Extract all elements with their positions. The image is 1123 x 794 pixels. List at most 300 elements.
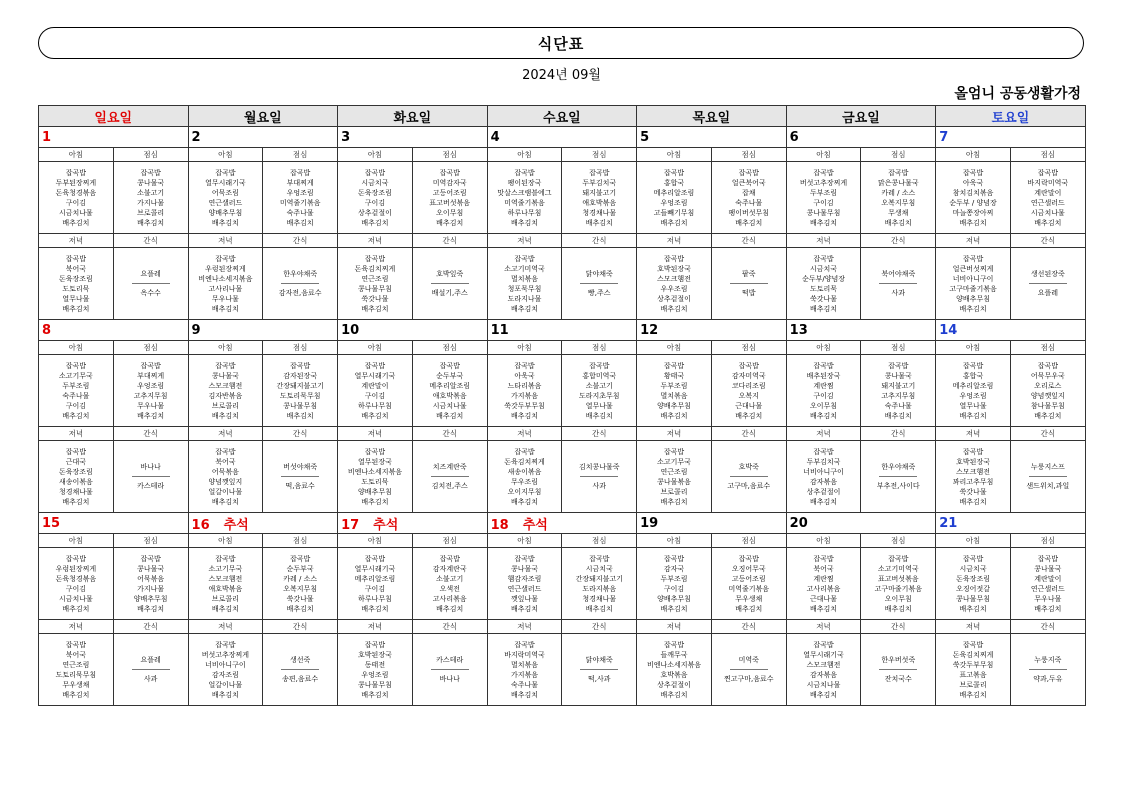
menu-item: 열무시래기국 [205,178,246,187]
menu-item: 잡곡밥 [215,254,236,263]
breakfast-menu [338,355,413,427]
breakfast-label: 아침 [637,534,712,548]
menu-item: 맑은콩나물국 [878,178,919,187]
snack-menu [113,248,188,320]
snack-box [712,441,786,512]
snack-menu [1010,634,1085,706]
dinner-label: 저녁 [936,620,1011,634]
menu-item: 바지락미역국 [1027,178,1069,187]
date-cell [487,320,637,341]
menu-item: 배추김치 [62,497,90,506]
menu-item: 표고버섯볶음 [429,198,470,207]
date-cell [936,320,1086,341]
snack-label: 간식 [1010,427,1085,441]
meal-label-row [39,620,1086,634]
date-cell [487,513,637,534]
snack-item: 요플레 [140,656,161,664]
menu-item: 잡곡밥 [364,254,386,263]
menu-item: 부대찌게 [137,371,165,380]
menu-item: 호박된장국 [956,457,990,466]
menu-item: 북어국 [65,264,87,273]
meal-label-row [39,534,1086,548]
menu-item: 계란말이 [1034,574,1062,583]
menu-item: 비엔나소세지볶음 [198,274,253,283]
snack-item: 요플레 [140,270,161,278]
date-number: 20 [789,515,808,531]
breakfast-label: 아침 [39,341,114,355]
date-row [39,320,1086,341]
snack-menu [113,634,188,706]
menu-item: 우엉조림 [660,198,688,207]
menu-item: 스모크햄전 [208,574,243,583]
date-number: 2 [191,129,201,145]
menu-item: 오징어무국 [731,564,766,573]
menu-item: 고구마줄기볶음 [949,284,997,293]
date-number: 14 [939,322,958,338]
lunch-label: 점심 [412,148,487,162]
snack-item: 호박잎죽 [436,270,464,278]
menu-item: 배추김치 [510,218,538,227]
menu-item: 하루나무침 [358,401,392,410]
menu-item: 잡곡밥 [962,361,984,370]
snack-item: 고구마,음료수 [727,482,771,490]
snack-item: 배설기,주스 [431,289,468,297]
lunch-label: 점심 [562,534,637,548]
breakfast-menu [338,162,413,234]
menu-item: 무생채 [888,208,909,217]
breakfast-menu [637,355,712,427]
snack-box [263,634,337,705]
holiday-label: 추석 [373,517,399,533]
lunch-menu [562,355,637,427]
snack-box [114,441,188,512]
snack-divider [1029,669,1067,670]
menu-item: 두부조림 [62,381,90,390]
menu-item: 잡곡밥 [663,447,685,456]
menu-item: 양배추무침 [657,594,691,603]
lunch-label: 점심 [412,341,487,355]
menu-item: 콩나물무침 [283,401,318,410]
menu-item: 배추김치 [137,218,165,227]
meal-label-row [39,341,1086,355]
menu-item: 배추김치 [1034,411,1062,420]
snack-item: 누룽지스프 [1030,463,1065,471]
menu-item: 돈육김치찌게 [952,650,994,659]
lunch-label: 점심 [711,534,786,548]
snack-label: 간식 [711,620,786,634]
menu-item: 잡곡밥 [1037,168,1058,177]
menu-item: 배추김치 [735,218,763,227]
menu-item: 북어국 [813,564,834,573]
menu-item: 메추리알조림 [952,381,994,390]
snack-box [562,441,636,512]
breakfast-menu [786,355,861,427]
menu-item: 배추김치 [660,497,688,506]
menu-item: 잡곡밥 [65,640,87,649]
menu-item: 연근조림 [361,274,389,283]
menu-item: 잡곡밥 [65,168,87,177]
dinner-menu [487,634,562,706]
menu-item: 콩나물국 [884,371,912,380]
breakfast-label: 아침 [487,341,562,355]
snack-divider [580,283,618,284]
menu-item: 잡곡밥 [140,361,161,370]
menu-item: 연근샐러드 [1030,198,1065,207]
breakfast-menu [188,548,263,620]
lunch-label: 점심 [861,341,936,355]
lunch-menu [711,355,786,427]
date-cell [39,320,189,341]
menu-item: 콩나물무침 [956,594,990,603]
snack-item: 송편,음료수 [282,675,319,683]
weekday-header: 수요일 [487,106,637,127]
snack-item: 바나나 [439,675,460,683]
menu-item: 무우조림 [510,477,538,486]
menu-item: 배추김치 [735,604,763,613]
menu-item: 잡곡밥 [364,640,386,649]
snack-item: 카스테라 [137,482,165,490]
lunch-label: 점심 [113,534,188,548]
snack-menu [263,634,338,706]
menu-item: 잡곡밥 [215,168,236,177]
menu-item: 잡곡밥 [813,168,834,177]
menu-item: 배추김치 [660,304,688,313]
snack-label: 간식 [711,427,786,441]
menu-item: 도라지나물 [507,294,542,303]
menu-row [39,634,1086,706]
menu-item: 배추김치 [211,604,239,613]
menu-item: 배추김치 [810,218,838,227]
snack-menu [263,248,338,320]
menu-item: 순두부국 [436,371,464,380]
snack-item: 닭야채죽 [585,656,613,664]
menu-item: 배추김치 [660,604,688,613]
dinner-menu [487,248,562,320]
menu-item: 잡곡밥 [962,168,984,177]
dinner-menu [39,248,114,320]
snack-item: 김치전,주스 [431,482,468,490]
menu-item: 배추김치 [361,304,389,313]
breakfast-label: 아침 [637,148,712,162]
snack-box [1011,248,1085,319]
lunch-menu [412,548,487,620]
menu-item: 두부조림 [660,381,688,390]
snack-item: 찐고구마,음료수 [723,675,774,683]
snack-item: 떡,사과 [587,675,611,683]
menu-item: 근대나물 [810,594,838,603]
date-number: 10 [341,322,360,338]
menu-item: 쑥갓나물 [286,594,314,603]
snack-label: 간식 [113,620,188,634]
snack-box [712,248,786,319]
menu-item: 새송이볶음 [58,477,93,486]
menu-item: 콩나물국 [1034,564,1062,573]
menu-item: 홍합미역국 [582,371,617,380]
date-number: 6 [789,129,799,145]
snack-item: 한우야채죽 [881,463,916,471]
snack-divider [281,476,319,477]
menu-item: 열무나물 [585,401,613,410]
menu-item: 돈육장조림 [58,467,93,476]
menu-item: 우렁된장찌게 [205,264,246,273]
menu-item: 열무나물 [62,294,90,303]
menu-item: 잡곡밥 [65,554,87,563]
lunch-label: 점심 [861,148,936,162]
menu-item: 시금치나물 [58,594,93,603]
date-number: 8 [42,322,52,338]
menu-item: 구이김 [813,198,834,207]
date-cell [188,320,338,341]
snack-label: 간식 [113,234,188,248]
snack-item: 한우야채죽 [283,270,318,278]
snack-item: 빵,주스 [587,289,611,297]
snack-divider [879,669,917,670]
menu-item: 잡곡밥 [364,168,386,177]
menu-item: 멸치볶음 [510,274,538,283]
menu-item: 쑥갓나물 [959,487,987,496]
menu-item: 도토리묵 [810,284,838,293]
menu-item: 잡곡밥 [290,361,311,370]
menu-item: 배추김치 [510,411,538,420]
menu-item: 고사리볶음 [806,584,841,593]
menu-item: 구이김 [813,391,834,400]
menu-item: 잡곡밥 [738,168,759,177]
dinner-label: 저녁 [637,620,712,634]
menu-item: 배추김치 [660,411,688,420]
snack-menu [711,441,786,513]
snack-label: 간식 [412,427,487,441]
menu-item: 잡곡밥 [215,447,236,456]
menu-item: 배추김치 [211,411,239,420]
menu-item: 북어국 [215,457,236,466]
menu-item: 상추겉절이 [358,208,392,217]
menu-item: 청경채나물 [58,487,93,496]
menu-item: 순두부 / 양념장 [949,198,997,207]
menu-item: 감자볶음 [810,670,838,679]
menu-item: 열무된장국 [358,457,392,466]
menu-item: 브로콜리 [211,401,239,410]
menu-item: 잡곡밥 [663,361,685,370]
date-number: 3 [341,129,351,145]
breakfast-label: 아침 [487,534,562,548]
menu-item: 배추김치 [959,304,987,313]
dinner-menu [637,634,712,706]
date-cell [637,320,787,341]
snack-item: 호박죽 [738,463,759,471]
snack-divider [281,669,319,670]
lunch-label: 점심 [263,341,338,355]
menu-item: 콩나물무침 [358,680,392,689]
menu-item: 콩나물국 [137,178,165,187]
dinner-menu [188,441,263,513]
snack-item: 사과 [592,482,606,490]
menu-item: 고사리나물 [208,284,243,293]
menu-item: 배추김치 [137,604,165,613]
snack-menu [562,634,637,706]
menu-item: 배추김치 [211,218,239,227]
menu-item: 잡곡밥 [962,554,984,563]
menu-item: 팽이버섯무침 [728,208,770,217]
snack-label: 간식 [1010,234,1085,248]
snack-item: 생선죽 [290,656,311,664]
breakfast-label: 아침 [637,341,712,355]
breakfast-menu [39,355,114,427]
menu-item: 도토리묵무침 [55,670,97,679]
snack-label: 간식 [263,427,338,441]
menu-item: 돈육김치찌게 [504,457,545,466]
menu-item: 브로콜리 [211,594,239,603]
menu-row [39,548,1086,620]
snack-divider [580,669,618,670]
menu-item: 버섯고추장찌게 [201,650,250,659]
snack-menu [711,248,786,320]
snack-divider [580,476,618,477]
menu-item: 미역줄기볶음 [279,198,321,207]
snack-item: 떡,음료수 [285,482,315,490]
menu-item: 잡곡밥 [439,361,460,370]
lunch-menu [113,355,188,427]
meal-label-row [39,148,1086,162]
menu-item: 열무시래기국 [803,650,844,659]
menu-item: 잡곡밥 [65,361,87,370]
menu-item: 숙주나물 [62,391,90,400]
date-number: 9 [191,322,201,338]
snack-divider [132,669,170,670]
lunch-label: 점심 [562,341,637,355]
breakfast-menu [39,548,114,620]
menu-item: 무우나물 [211,294,239,303]
breakfast-label: 아침 [188,341,263,355]
snack-divider [281,283,319,284]
menu-item: 구이김 [65,198,87,207]
snack-box [861,248,935,319]
menu-item: 배추김치 [660,218,688,227]
snack-box [413,634,487,705]
lunch-label: 점심 [113,341,188,355]
menu-item: 잡곡밥 [514,447,535,456]
menu-item: 배추김치 [959,604,987,613]
snack-menu [562,441,637,513]
menu-item: 바지락미역국 [504,650,545,659]
menu-item: 잡곡밥 [140,554,161,563]
menu-item: 돈육장조림 [358,188,392,197]
menu-item: 배추김치 [884,411,912,420]
menu-item: 잡곡밥 [514,254,535,263]
date-cell [786,513,936,534]
breakfast-label: 아침 [338,534,413,548]
menu-item: 고등어조림 [432,188,467,197]
menu-item: 배추김치 [436,604,464,613]
breakfast-menu [786,548,861,620]
menu-item: 연근조림 [62,660,90,669]
menu-item: 배추김치 [1034,604,1062,613]
breakfast-label: 아침 [786,534,861,548]
menu-item: 호박볶음 [660,670,688,679]
menu-item: 잡곡밥 [514,640,535,649]
menu-item: 배추김치 [959,497,987,506]
snack-item: 요플레 [1037,289,1058,297]
menu-item: 스모크햄전 [956,467,990,476]
breakfast-menu [936,548,1011,620]
date-number: 17 [341,517,360,533]
menu-item: 상추겉절이 [657,294,691,303]
menu-item: 도라지초무침 [578,391,620,400]
menu-item: 돼지불고기 [881,381,916,390]
menu-item: 돈육장조림 [956,574,990,583]
menu-item: 표고버섯볶음 [878,574,919,583]
dinner-menu [188,634,263,706]
dinner-label: 저녁 [936,234,1011,248]
date-cell [39,513,189,534]
menu-item: 배추김치 [884,604,912,613]
menu-item: 메추리알조림 [354,574,396,583]
menu-item: 무우나물 [1034,594,1062,603]
menu-item: 하루나무침 [358,594,392,603]
menu-item: 고추지무침 [133,391,168,400]
menu-item: 두부조림 [660,574,688,583]
menu-item: 배추김치 [735,411,763,420]
holiday-label: 추석 [223,517,249,533]
snack-label: 간식 [562,234,637,248]
date-row [39,513,1086,534]
menu-item: 애호박볶음 [582,198,617,207]
lunch-menu [861,548,936,620]
menu-item: 배추김치 [286,604,314,613]
menu-item: 양배추무침 [657,401,691,410]
menu-item: 느타리볶음 [507,381,542,390]
menu-item: 가지나물 [137,198,165,207]
breakfast-menu [188,355,263,427]
menu-item: 배추김치 [810,411,838,420]
menu-item: 브로콜리 [660,487,688,496]
menu-item: 배추김치 [585,604,613,613]
lunch-menu [113,162,188,234]
menu-item: 연근조림 [660,467,688,476]
breakfast-label: 아침 [786,148,861,162]
menu-item: 도토리묵무침 [279,391,321,400]
menu-item: 콩나물볶음 [657,477,691,486]
menu-item: 오징어젓갈 [956,584,990,593]
menu-item: 잡곡밥 [589,554,610,563]
menu-item: 배추김치 [361,411,389,420]
menu-item: 잡곡밥 [140,168,161,177]
menu-item: 황태국 [663,371,685,380]
date-number: 19 [640,515,659,531]
snack-divider [431,476,469,477]
menu-item: 콩나물국 [137,564,165,573]
menu-item: 김자반볶음 [208,391,243,400]
snack-menu [113,441,188,513]
menu-item: 연근샐러드 [1030,584,1065,593]
breakfast-label: 아침 [487,148,562,162]
snack-label: 간식 [562,427,637,441]
snack-label: 간식 [861,234,936,248]
date-cell [786,320,936,341]
breakfast-label: 아침 [936,341,1011,355]
menu-item: 멸치볶음 [660,391,688,400]
date-cell [936,513,1086,534]
snack-item: 북어야채죽 [881,270,916,278]
snack-menu [861,248,936,320]
snack-label: 간식 [861,427,936,441]
menu-item: 계란찜 [813,381,834,390]
menu-item: 배추김치 [510,690,538,699]
menu-item: 잡곡밥 [663,254,685,263]
menu-item: 잡곡밥 [65,254,87,263]
snack-divider [730,476,768,477]
menu-item: 근대국 [65,457,87,466]
menu-item: 근대나물 [735,401,763,410]
